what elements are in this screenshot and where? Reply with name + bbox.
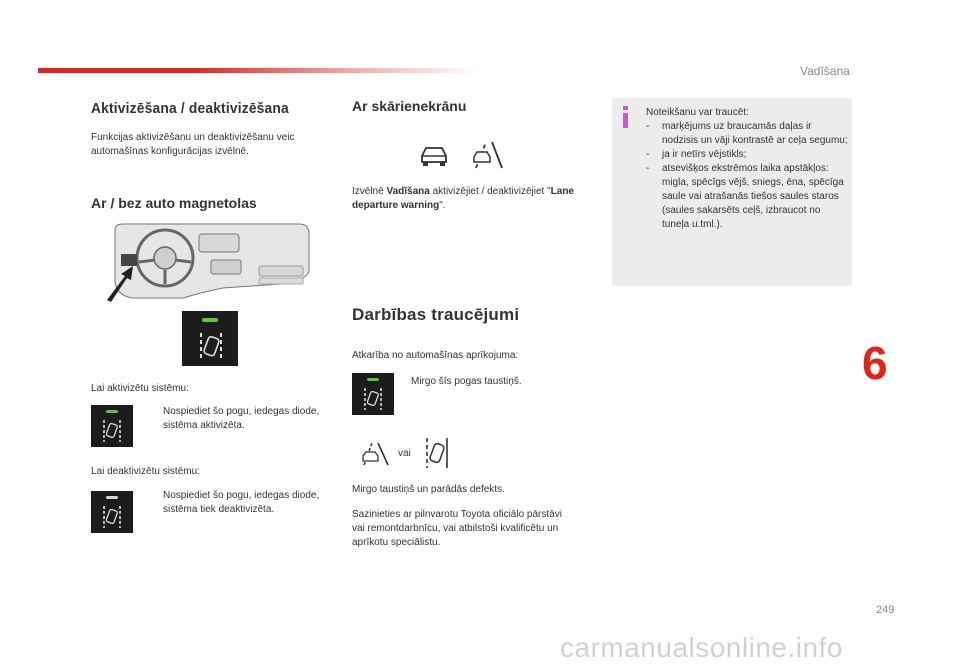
subtitle-radio: Ar / bez auto magnetolas [91, 195, 257, 211]
lane-button-flashing [352, 373, 394, 415]
led-on-icon [202, 318, 218, 322]
faults-title: Darbības traucējumi [352, 305, 520, 324]
info-item: - ja ir netīrs vējstikls; [646, 148, 848, 162]
info-list [646, 120, 848, 232]
chapter-number: 6 [862, 337, 888, 389]
activate-label: Lai aktivizētu sistēmu: [91, 383, 189, 394]
menu-name: Vadīšana [386, 186, 430, 197]
info-intro: Noteikšanu var traucēt: [646, 107, 749, 118]
lane-warning-icon [470, 140, 504, 170]
lane-button-large [182, 311, 238, 366]
page-title: Aktivizēšana / deaktivizēšana [91, 100, 289, 117]
faults-button-text: Mirgo šīs pogas taustiņš. [411, 376, 522, 387]
faults-or: vai [398, 448, 411, 459]
deactivate-step: Nospiediet šo pogu, iedegas diode, sistēma tiek deaktivizēta. [163, 490, 320, 515]
activate-step: Nospiediet šo pogu, iedegas diode, sistēma aktivizēta. [163, 406, 320, 431]
car-icon [418, 142, 450, 170]
touch-title: Ar skārienekrānu [352, 98, 467, 114]
lane-button-on [91, 405, 133, 447]
lane-departure-outline-icon [423, 436, 453, 470]
lane-button-off [91, 491, 133, 533]
option-name: Lane departure warning [352, 186, 574, 211]
deactivate-label: Lai deaktivizētu sistēmu: [91, 466, 200, 477]
faults-intro: Atkarība no automašīnas aprīkojuma: [352, 350, 519, 361]
faults-contact: Sazinieties ar pilnvarotu Toyota oficiālo pārstāvi vai remontdarbnīcu, vai atbilstoši kvalificētu un aprīkotu speciālistu. [352, 509, 562, 548]
lane-warning-small-icon [360, 441, 390, 467]
page-number: 249 [876, 604, 895, 616]
faults-defect: Mirgo taustiņš un parādās defekts. [352, 484, 505, 495]
lane-departure-off-icon [91, 491, 133, 533]
watermark: carmanualsonline.info [560, 632, 843, 663]
section-title: Vadīšana [800, 64, 850, 78]
dashboard-illustration [103, 222, 319, 304]
info-item: - atsevišķos ekstrēmos laika apstākļos: migla, spēcīgs vējš, sniegs, ēna, spēcīga saule vai atrašanās tiešos saules staros (saules sakarsēts ceļš, izbraucot no tuneļa u.tml.). [646, 162, 848, 232]
info-icon [620, 106, 632, 128]
lane-departure-on-icon [91, 405, 133, 447]
lane-departure-flashing-icon [352, 373, 394, 415]
touch-instructions: Izvēlnē Vadīšana aktivizējiet / deaktivizējiet "Lane departure warning". [352, 186, 574, 211]
info-item: - marķējums uz braucamās daļas ir nodzisis un vāji kontrastē ar ceļa segumu; [646, 120, 848, 148]
lane-departure-icon [182, 311, 238, 366]
header-accent-bar [38, 68, 478, 73]
intro-text: Funkcijas aktivizēšanu un deaktivizēšanu veic automašīnas konfigurācijas izvēlnē. [91, 132, 295, 157]
